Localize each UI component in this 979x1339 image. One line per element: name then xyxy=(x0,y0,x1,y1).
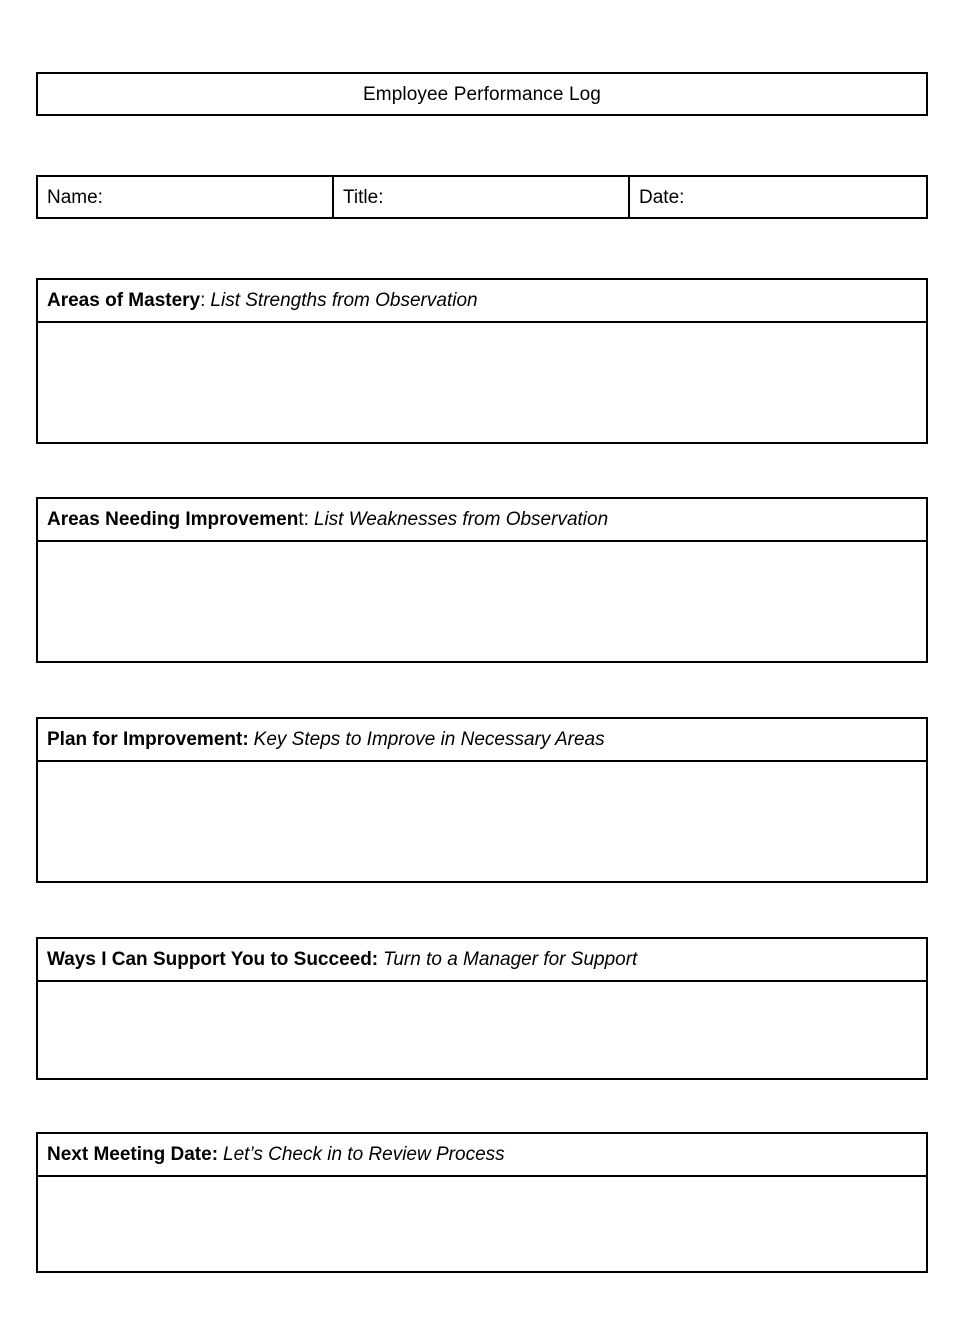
section-heading-bold: Plan for Improvement: xyxy=(47,729,249,750)
date-field-cell[interactable] xyxy=(630,177,926,217)
section-next-meeting-date xyxy=(36,1132,928,1273)
section-ways-i-can-support-you xyxy=(36,937,928,1080)
section-heading-punctuation: : xyxy=(200,290,206,311)
section-heading-description: List Strengths from Observation xyxy=(210,290,478,311)
section-header-areas-needing-improvement xyxy=(38,499,926,542)
section-heading-description: Turn to a Manager for Support xyxy=(383,949,638,970)
section-header-ways-i-can-support-you xyxy=(38,939,926,982)
section-header-plan-for-improvement xyxy=(38,719,926,762)
section-response-area-plan-for-improvement[interactable] xyxy=(38,762,926,881)
title-field-cell[interactable] xyxy=(334,177,630,217)
section-heading-punctuation: t: xyxy=(298,509,309,530)
name-field-cell[interactable] xyxy=(38,177,334,217)
name-field-label: Name: xyxy=(47,186,103,208)
section-heading-description: Key Steps to Improve in Necessary Areas xyxy=(253,729,605,750)
section-response-area-ways-i-can-support-you[interactable] xyxy=(38,982,926,1078)
section-response-area-next-meeting-date[interactable] xyxy=(38,1177,926,1271)
section-areas-of-mastery xyxy=(36,278,928,444)
page-title: Employee Performance Log xyxy=(363,83,601,105)
section-heading-bold: Ways I Can Support You to Succeed: xyxy=(47,949,379,970)
section-header-next-meeting-date xyxy=(38,1134,926,1177)
section-heading-description: List Weaknesses from Observation xyxy=(313,509,609,530)
section-header-areas-of-mastery xyxy=(38,280,926,323)
section-heading-bold: Areas Needing Improvemen xyxy=(47,509,299,530)
section-plan-for-improvement xyxy=(36,717,928,883)
section-heading-bold: Next Meeting Date: xyxy=(47,1144,219,1165)
title-field-label: Title: xyxy=(343,186,384,208)
date-field-label: Date: xyxy=(639,186,685,208)
section-response-area-areas-of-mastery[interactable] xyxy=(38,323,926,442)
section-heading-bold: Areas of Mastery xyxy=(47,290,201,311)
identity-row xyxy=(36,175,928,219)
section-heading-description: Let’s Check in to Review Process xyxy=(223,1144,505,1165)
form-title-box xyxy=(36,72,928,116)
section-response-area-areas-needing-improvement[interactable] xyxy=(38,542,926,661)
section-areas-needing-improvement xyxy=(36,497,928,663)
